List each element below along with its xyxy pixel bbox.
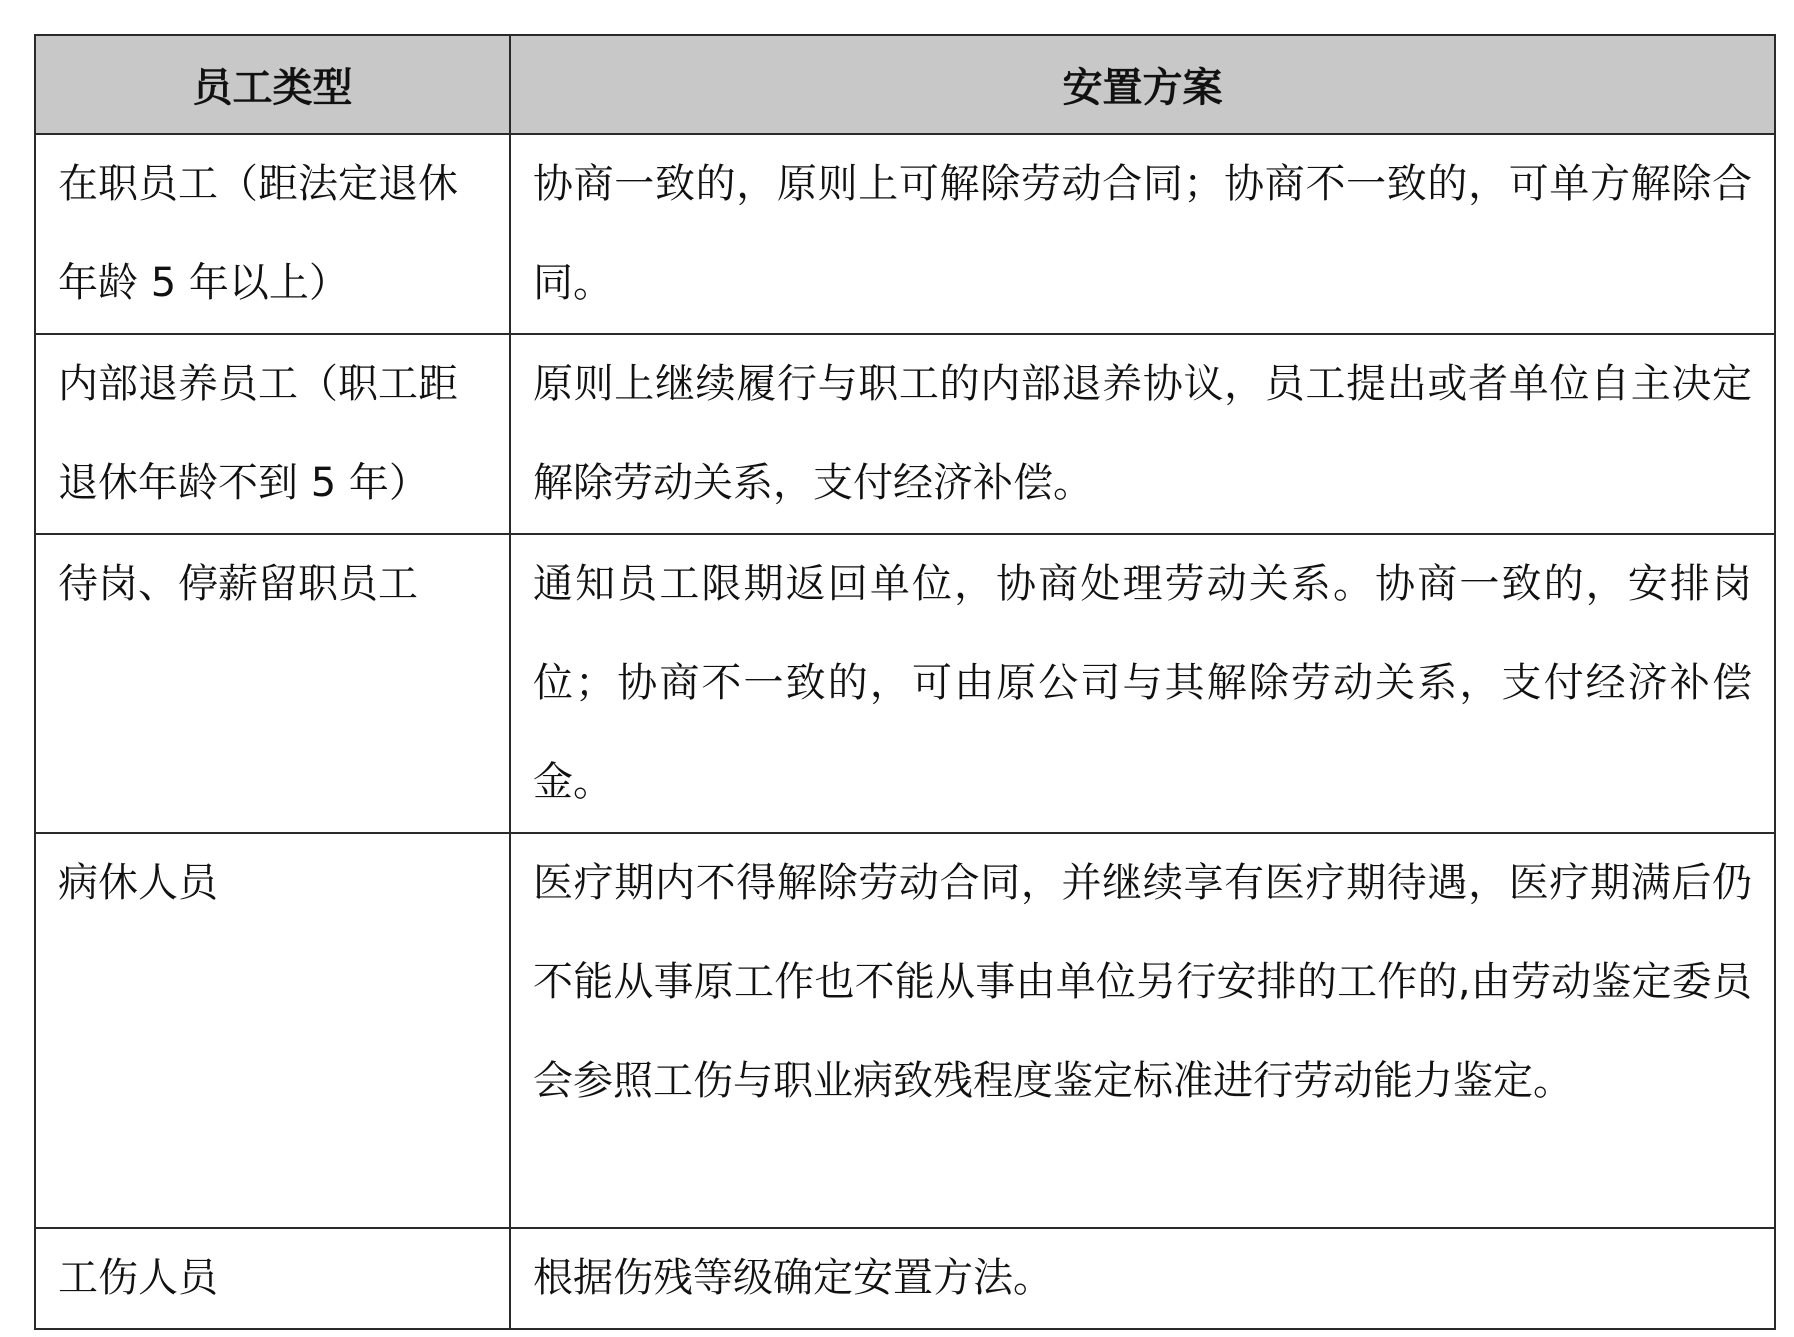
placement-plan-cell: 医疗期内不得解除劳动合同，并继续享有医疗期待遇，医疗期满后仍不能从事原工作也不能从事由单位另行安排的工作的,由劳动鉴定委员会参照工伤与职业病致残程度鉴定标准进行劳动能力鉴定。 [510,833,1775,1228]
table-row [35,134,1775,334]
employee-type-cell: 在职员工（距法定退休年龄 5 年以上） [35,134,510,334]
placement-plan-cell: 根据伤残等级确定安置方法。 [510,1228,1775,1329]
placement-plan-cell: 通知员工限期返回单位，协商处理劳动关系。协商一致的，安排岗位；协商不一致的，可由原公司与其解除劳动关系，支付经济补偿金。 [510,534,1775,833]
table-row [35,334,1775,534]
employee-type-cell: 待岗、停薪留职员工 [35,534,510,833]
table-row [35,833,1775,1228]
header-row [35,35,1775,134]
header-placement-plan: 安置方案 [510,35,1775,134]
employee-type-cell: 内部退养员工（职工距退休年龄不到 5 年） [35,334,510,534]
placement-plan-cell: 协商一致的，原则上可解除劳动合同；协商不一致的，可单方解除合同。 [510,134,1775,334]
employee-type-cell: 工伤人员 [35,1228,510,1329]
employee-placement-table [34,34,1776,1330]
header-employee-type: 员工类型 [35,35,510,134]
employee-type-cell: 病休人员 [35,833,510,1228]
placement-plan-cell: 原则上继续履行与职工的内部退养协议，员工提出或者单位自主决定解除劳动关系，支付经济补偿。 [510,334,1775,534]
table-row [35,534,1775,833]
table-row [35,1228,1775,1329]
